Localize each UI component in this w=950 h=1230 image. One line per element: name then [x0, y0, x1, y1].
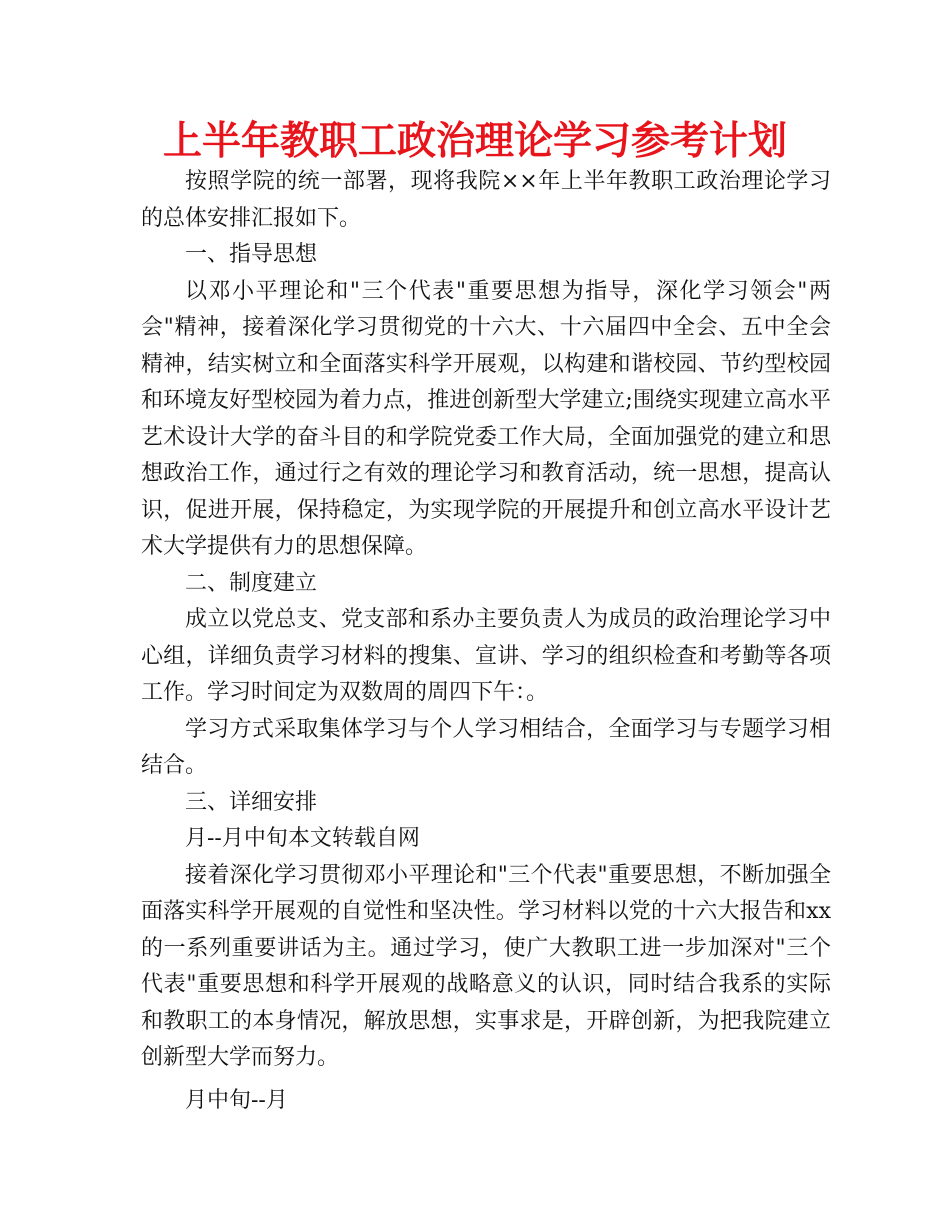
paragraph-guiding-ideology: 以邓小平理论和"三个代表"重要思想为指导，深化学习领会"两会"精神，接着深化学习贯彻党的十六大、十六届四中全会、五中全会精神，结实树立和全面落实科学开展观，以构建和谐校园、节约型校园和环境友好型校园为着力点，推进创新型大学建立;围绕实现建立高水平艺术设计大学的奋斗目的和学院党委工作大局，全面加强党的建立和思想政治工作，通过行之有效的理论学习和教育活动，统一思想，提高认识，促进开展，保持稳定，为实现学院的开展提升和创立高水平设计艺术大学提供有力的思想保障。: [141, 278, 831, 559]
heading-detailed-arrangement: 三、详细安排: [185, 789, 318, 815]
paragraph-period-2: 月中旬--月: [185, 1087, 288, 1113]
paragraph-period-1-content: 接着深化学习贯彻邓小平理论和"三个代表"重要思想，不断加强全面落实科学开展观的自觉性和坚决性。学习材料以党的十六大报告和xx的一系列重要讲话为主。通过学习，使广大教职工进一步加深对"三个代表"重要思想和科学开展观的战略意义的认识，同时结合我系的实际和教职工的本身情况，解放思想，实事求是，开辟创新，为把我院建立创新型大学而努力。: [141, 862, 831, 1070]
document-body: [141, 164, 831, 1119]
paragraph-study-group: 成立以党总支、党支部和系办主要负责人为成员的政治理论学习中心组，详细负责学习材料的搜集、宣讲、学习的组织检查和考勤等各项工作。学习时间定为双数周的周四下午：。: [141, 607, 831, 705]
heading-system-setup: 二、制度建立: [185, 570, 318, 596]
paragraph-study-method: 学习方式采取集体学习与个人学习相结合，全面学习与专题学习相结合。: [141, 716, 831, 778]
heading-guiding-ideology: 一、指导思想: [185, 242, 318, 267]
document-title: 上半年教职工政治理论学习参考计划: [162, 119, 787, 164]
paragraph-period-1: 月--月中旬本文转载自网: [185, 826, 420, 851]
paragraph-intro: 按照学院的统一部署，现将我院××年上半年教职工政治理论学习的总体安排汇报如下。: [141, 169, 831, 231]
